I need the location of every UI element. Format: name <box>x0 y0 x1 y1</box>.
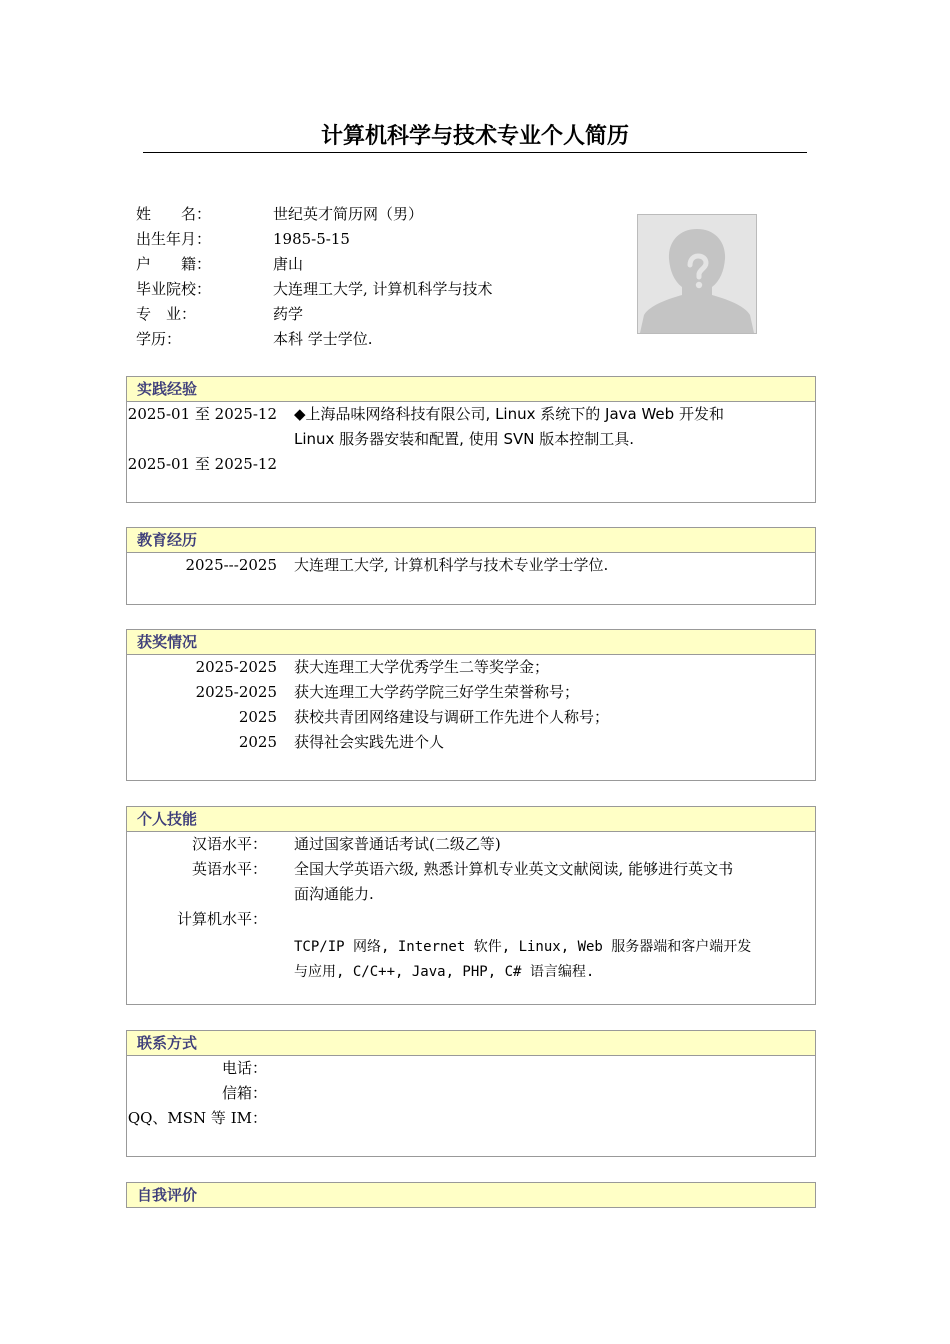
section-skills <box>126 806 816 1005</box>
practice-date: 2025-01 至 2025-12 <box>127 405 277 423</box>
list-item <box>127 730 815 755</box>
practice-date: 2025-01 至 2025-12 <box>127 455 277 473</box>
english-value-cont: 面沟通能力. <box>294 885 374 903</box>
award-year: 2025 <box>238 733 277 751</box>
name-label: 姓 名： <box>136 205 212 223</box>
birth-value: 1985-5-15 <box>273 230 350 248</box>
name-value: 世纪英才简历网（男） <box>273 205 424 223</box>
im-label: QQ、MSN 等 IM： <box>127 1109 267 1127</box>
section-heading: 教育经历 <box>127 528 815 553</box>
award-year: 2025-2025 <box>195 658 277 676</box>
degree-value: 本科 学士学位. <box>273 330 373 348</box>
major-label: 专 业： <box>136 305 197 323</box>
section-heading: 实践经验 <box>127 377 815 402</box>
degree-label: 学历： <box>136 330 182 348</box>
birth-label: 出生年月： <box>136 230 212 248</box>
chinese-value: 通过国家普通话考试(二级乙等) <box>294 835 501 853</box>
hukou-value: 唐山 <box>273 255 304 273</box>
section-heading: 获奖情况 <box>127 630 815 655</box>
section-heading: 个人技能 <box>127 807 815 832</box>
section-practice <box>126 376 816 503</box>
award-text: 获大连理工大学药学院三好学生荣誉称号； <box>294 683 580 701</box>
english-value: 全国大学英语六级, 熟悉计算机专业英文文献阅读, 能够进行英文书 <box>294 860 734 878</box>
section-heading: 自我评价 <box>127 1183 815 1208</box>
resume-title: 计算机科学与技术专业个人简历 <box>143 122 807 153</box>
list-item <box>127 680 815 705</box>
hukou-label: 户 籍： <box>136 255 212 273</box>
education-date: 2025---2025 <box>185 556 277 574</box>
person-placeholder-icon <box>638 215 756 333</box>
english-label: 英语水平： <box>191 860 267 878</box>
practice-desc: ◆上海品味网络科技有限公司, Linux 系统下的 Java Web 开发和 <box>294 405 724 423</box>
avatar <box>637 214 757 334</box>
list-item <box>127 655 815 680</box>
major-value: 药学 <box>273 305 304 323</box>
email-label: 信箱： <box>221 1084 267 1102</box>
chinese-label: 汉语水平： <box>191 835 267 853</box>
section-heading: 联系方式 <box>127 1031 815 1056</box>
list-item <box>127 705 815 730</box>
award-text: 获大连理工大学优秀学生二等奖学金； <box>294 658 550 676</box>
award-text: 获校共青团网络建设与调研工作先进个人称号； <box>294 708 610 726</box>
phone-label: 电话： <box>221 1059 267 1077</box>
computer-value: TCP/IP 网络, Internet 软件, Linux, Web 服务器端和客户端开发 <box>294 939 752 955</box>
computer-label: 计算机水平： <box>176 910 267 928</box>
practice-desc-cont: Linux 服务器安装和配置, 使用 SVN 版本控制工具. <box>294 430 635 448</box>
award-year: 2025 <box>238 708 277 726</box>
profile-info <box>136 202 616 352</box>
section-education <box>126 527 816 605</box>
award-year: 2025-2025 <box>195 683 277 701</box>
award-text: 获得社会实践先进个人 <box>294 733 445 751</box>
computer-value-cont: 与应用, C/C++, Java, PHP, C# 语言编程. <box>294 964 595 980</box>
section-contact <box>126 1030 816 1157</box>
school-value: 大连理工大学, 计算机科学与技术 <box>273 280 493 298</box>
section-awards <box>126 629 816 781</box>
education-desc: 大连理工大学, 计算机科学与技术专业学士学位. <box>294 556 609 574</box>
school-label: 毕业院校： <box>136 280 212 298</box>
section-self-eval <box>126 1182 816 1208</box>
